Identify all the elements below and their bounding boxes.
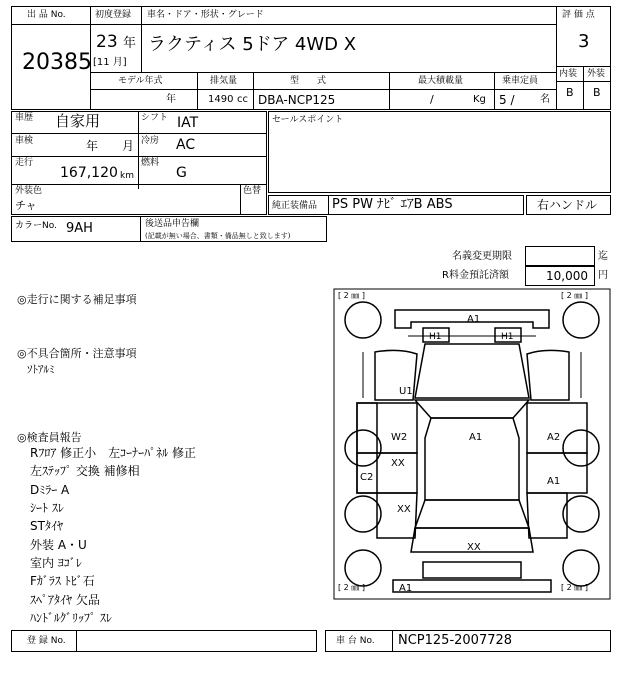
reg-no-label: 登 録 No. (27, 636, 66, 646)
mark-rear-bumper: A1 (399, 583, 413, 594)
mileage-label: 走行 (15, 158, 34, 168)
max-load-value: / (430, 93, 434, 106)
defects-label: ◎不具合箇所・注意事項 (17, 347, 137, 360)
inspector-item: 外装 A・U (30, 538, 87, 552)
shift-label: シフト (141, 113, 169, 123)
sales-point-label: セールスポイント (272, 115, 344, 125)
mileage-value: 167,120 (60, 165, 118, 181)
inspector-item: ｽﾍﾟｱﾀｲﾔ 欠品 (30, 593, 100, 607)
wheel-middle-left (345, 430, 381, 466)
windshield (415, 400, 529, 418)
fuel-value: G (176, 165, 187, 181)
first-reg-label: 初度登録 (95, 10, 132, 20)
fuel-label: 燃料 (141, 158, 160, 168)
mark-front-door-right: A2 (547, 432, 561, 443)
wheel-rear-left (345, 496, 381, 532)
reg-month: [11 月] (93, 57, 127, 68)
interior-grade: B (566, 86, 574, 99)
front-fender-right (527, 350, 569, 400)
mark-headlight-left: H1 (429, 332, 442, 342)
lot-number: 20385 (22, 50, 92, 75)
name-change-input[interactable] (525, 246, 595, 266)
ac-value: AC (176, 137, 196, 153)
inspector-item: Rﾌﾛｱ 修正小 左ｺｰﾅｰﾊﾟﾈﾙ 修正 (30, 446, 196, 460)
model-year-label: モデル年式 (118, 76, 163, 86)
mark-sill-left: C2 (360, 472, 374, 483)
inspector-item: STﾀｲﾔ (30, 519, 63, 533)
exterior-label: 外装 (587, 69, 606, 79)
rear-door-right (527, 453, 587, 493)
model-name-label: 車名・ドア・形状・グレード (147, 10, 264, 20)
wheel-front-left (345, 302, 381, 338)
model-year-unit: 年 (166, 94, 176, 105)
rear-panel (423, 562, 521, 578)
rear-glass (415, 500, 529, 528)
inspector-item: Fｶﾞﾗｽ ﾄﾋﾞ石 (30, 574, 95, 588)
name-change-label: 名義変更期限 (452, 251, 512, 262)
max-load-unit: Kg (473, 94, 486, 105)
car-damage-diagram (333, 288, 611, 600)
capacity-label: 乗車定員 (502, 76, 539, 86)
type-label: 型 式 (290, 76, 327, 86)
mark-rear-door-right: A1 (547, 476, 561, 487)
model-type: DBA-NCP125 (258, 93, 336, 107)
wheel-middle-right (563, 430, 599, 466)
capacity-value: 5 / (499, 93, 515, 107)
lot-no-label: 出 品 No. (27, 10, 66, 20)
driving-notes-label: ◎走行に関する補足事項 (17, 293, 137, 306)
mark-rear-door-left: XX (391, 458, 405, 469)
equipment-label: 純正装備品 (272, 201, 318, 211)
displacement-unit: cc (237, 94, 248, 105)
mark-front-door-left: W2 (391, 432, 408, 443)
corner-label-tr: [ 2 ㎜ ] (561, 291, 588, 300)
reg-year: 23 (96, 32, 118, 52)
mark-headlight-right: H1 (501, 332, 514, 342)
wheel-spare-left (345, 550, 381, 586)
mileage-unit: km (120, 171, 134, 181)
history-value: 自家用 (55, 112, 101, 130)
name-change-unit: 迄 (598, 251, 608, 262)
corner-label-bl: [ 2 ㎜ ] (338, 583, 365, 592)
mark-front-bumper: A1 (467, 314, 481, 325)
inspection-month: 月 (122, 139, 135, 153)
inspector-item: 左ｽﾃｯﾌﾟ 交換 補修相 (30, 464, 140, 478)
rear-bumper (393, 580, 551, 592)
equipment-value: PS PW ﾅﾋﾞ ｴｱB ABS (332, 197, 453, 212)
recycle-unit: 円 (598, 270, 608, 281)
mark-roof: A1 (469, 432, 483, 443)
corner-label-tl: [ 2 ㎜ ] (338, 291, 365, 300)
exterior-grade: B (593, 86, 601, 99)
inspector-item: Dﾐﾗｰ A (30, 483, 70, 497)
reg-year-unit: 年 (123, 36, 137, 51)
shift-value: IAT (177, 115, 199, 131)
mark-quarter-left: XX (397, 504, 411, 515)
front-door-left (357, 403, 417, 453)
wheel-front-right (563, 302, 599, 338)
overall-grade: 3 (578, 31, 590, 52)
inspector-label: ◎検査員報告 (17, 431, 82, 444)
model-name: ラクティス 5ドア 4WD X (148, 34, 357, 55)
roof (425, 418, 519, 500)
inspection-year: 年 (86, 139, 99, 153)
quarter-left (377, 493, 417, 538)
corner-label-br: [ 2 ㎜ ] (561, 583, 588, 592)
quarter-right (527, 493, 567, 538)
ac-label: 冷房 (141, 136, 160, 146)
wheel-rear-right (563, 496, 599, 532)
exterior-color-value: チャ (15, 199, 37, 212)
mark-rear-glass: XX (467, 542, 481, 553)
capacity-unit: 名 (540, 94, 550, 105)
inspector-item: 室内 ﾖｺﾞﾚ (30, 556, 82, 570)
displacement-label: 排気量 (210, 76, 238, 86)
color-no-label: カラーNo. (15, 221, 57, 231)
displacement-value: 1490 (208, 94, 234, 105)
steering-value: 右ハンドル (537, 198, 598, 212)
inspector-item: ｼｰﾄ ｽﾚ (30, 501, 64, 515)
exterior-color-label: 外装色 (15, 186, 43, 196)
grade-label: 評 価 点 (562, 10, 595, 20)
inspector-item: ﾊﾝﾄﾞﾙｸﾞﾘｯﾌﾟ ｽﾚ (30, 611, 112, 625)
details-frame (11, 111, 267, 215)
wheel-spare-right (563, 550, 599, 586)
docs-note: (記載が無い場合、書類・備品無しと致します) (145, 232, 291, 240)
history-label: 車歴 (15, 113, 34, 123)
chassis-label: 車 台 No. (336, 636, 375, 646)
hood (415, 344, 529, 398)
docs-label: 後送品申告欄 (145, 219, 200, 229)
defect-item: ｿﾄｱﾙﾐ (27, 363, 55, 376)
color-no-value: 9AH (66, 221, 93, 236)
interior-label: 内装 (559, 69, 578, 79)
front-door-right (527, 403, 587, 453)
recycle-fee: 10,000 (546, 269, 588, 283)
max-load-label: 最大積載量 (418, 76, 464, 86)
mark-fender-left: U1 (399, 386, 413, 397)
recycle-label: R料金預託済額 (442, 270, 509, 281)
chassis-number: NCP125-2007728 (398, 633, 513, 648)
color-change-label: 色替 (243, 186, 262, 196)
inspection-label: 車検 (15, 136, 34, 146)
